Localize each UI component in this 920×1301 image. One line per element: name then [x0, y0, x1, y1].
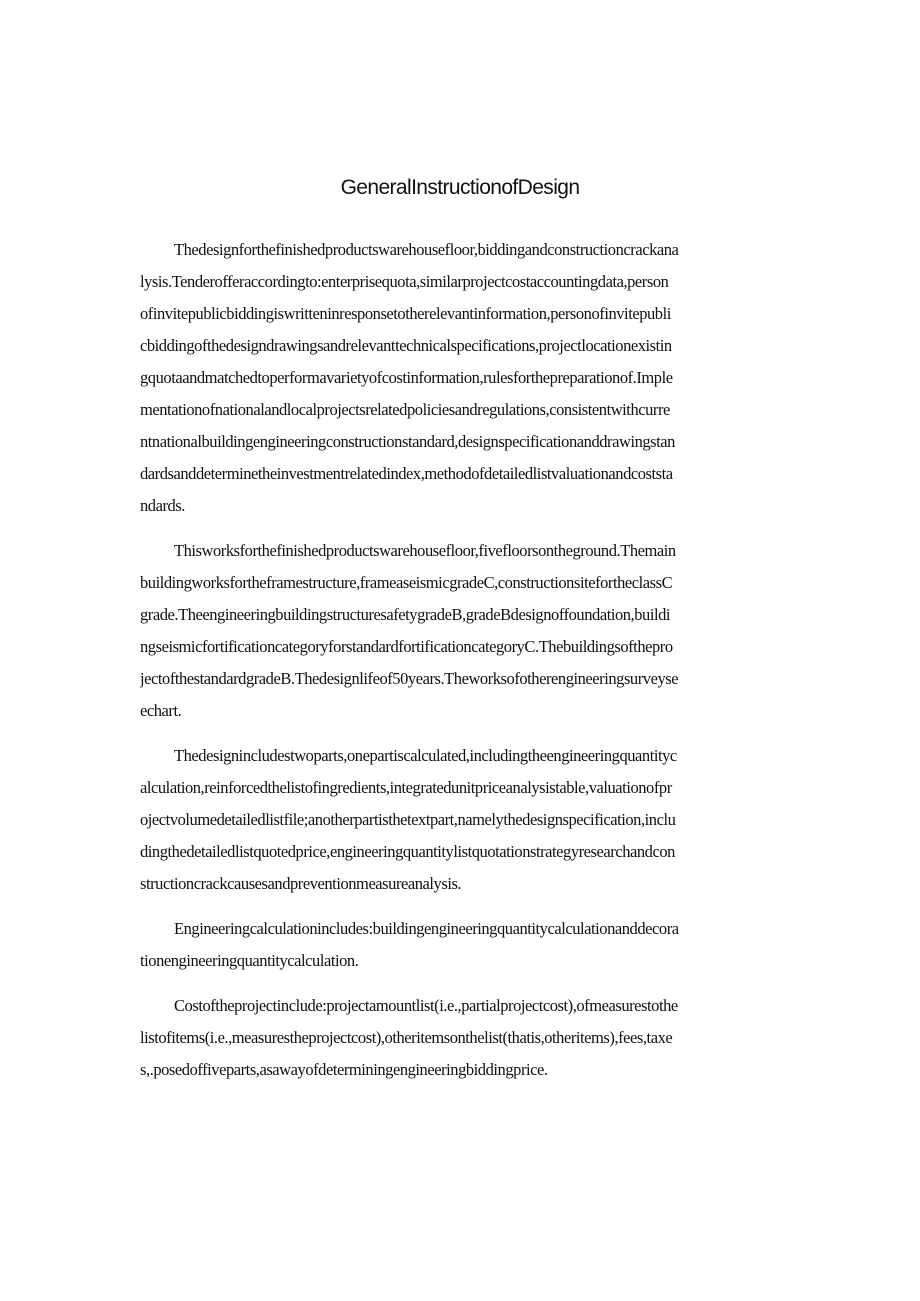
paragraph-engineering-calculation [140, 913, 780, 977]
paragraph-project-cost [140, 990, 780, 1086]
text-line: tionengineeringquantitycalculation. [140, 951, 359, 970]
text-line: dingthedetailedlistquotedprice,engineeringquantitylistquotationstrategyresearchandcon [140, 842, 675, 861]
text-line: listofitems(i.e.,measurestheprojectcost),otheritemsonthelist(thatis,otheritems),fees,taxe [140, 1028, 673, 1047]
text-line: gquotaandmatchedtoperformavarietyofcostinformation,rulesforthepreparationof.Imple [140, 368, 673, 387]
paragraph-design-scope [140, 234, 780, 522]
text-line: grade.TheengineeringbuildingstructuresafetygradeB,gradeBdesignoffoundation,buildi [140, 605, 671, 624]
text-line: alculation,reinforcedthelistofingredients,integratedunitpriceanalysistable,valuationofpr [140, 778, 672, 797]
text-line: ntnationalbuildingengineeringconstructionstandard,designspecificationanddrawingstan [140, 432, 675, 451]
text-line: Thisworksforthefinishedproductswarehousefloor,fivefloorsontheground.Themain [174, 541, 676, 560]
text-line: s,.posedoffiveparts,asawayofdeterminingengineeringbiddingprice. [140, 1060, 548, 1079]
paragraph-design-parts [140, 740, 780, 900]
text-line: jectofthestandardgradeB.Thedesignlifeof50years.Theworksofotherengineeringsurveyse [140, 669, 679, 688]
text-line: ngseismicfortificationcategoryforstandardfortificationcategoryC.Thebuildingsofthepro [140, 637, 673, 656]
document-title: GeneralInstructionofDesign [340, 176, 580, 199]
text-line: echart. [140, 701, 182, 720]
text-line: buildingworksfortheframestructure,frameaseismicgradeC,constructionsitefortheclassC [140, 573, 673, 592]
text-line: structioncrackcausesandpreventionmeasureanalysis. [140, 874, 462, 893]
text-line: cbiddingofthedesigndrawingsandrelevanttechnicalspecifications,projectlocationexistin [140, 336, 672, 355]
text-line: Engineeringcalculationincludes:buildingengineeringquantitycalculationanddecora [174, 919, 679, 938]
document-body [140, 234, 780, 1099]
text-line: dardsanddeterminetheinvestmentrelatedindex,methodofdetailedlistvaluationandcoststa [140, 464, 673, 483]
text-line: ojectvolumedetailedlistfile;anotherpartisthetextpart,namelythedesignspecification,inclu [140, 810, 676, 829]
text-line: mentationofnationalandlocalprojectsrelatedpoliciesandregulations,consistentwithcurre [140, 400, 670, 419]
text-line: ndards. [140, 496, 185, 515]
text-line: ofinvitepublicbiddingiswritteninresponsetotherelevantinformation,personofinvitepubli [140, 304, 671, 323]
text-line: Thedesignincludestwoparts,onepartiscalculated,includingtheengineeringquantityc [174, 746, 677, 765]
paragraph-structure-info [140, 535, 780, 727]
text-line: lysis.Tenderofferaccordingto:enterprisequota,similarprojectcostaccountingdata,person [140, 272, 669, 291]
text-line: Thedesignforthefinishedproductswarehousefloor,biddingandconstructioncrackana [174, 240, 679, 259]
text-line: Costoftheprojectinclude:projectamountlist(i.e.,partialprojectcost),ofmeasurestothe [174, 996, 678, 1015]
